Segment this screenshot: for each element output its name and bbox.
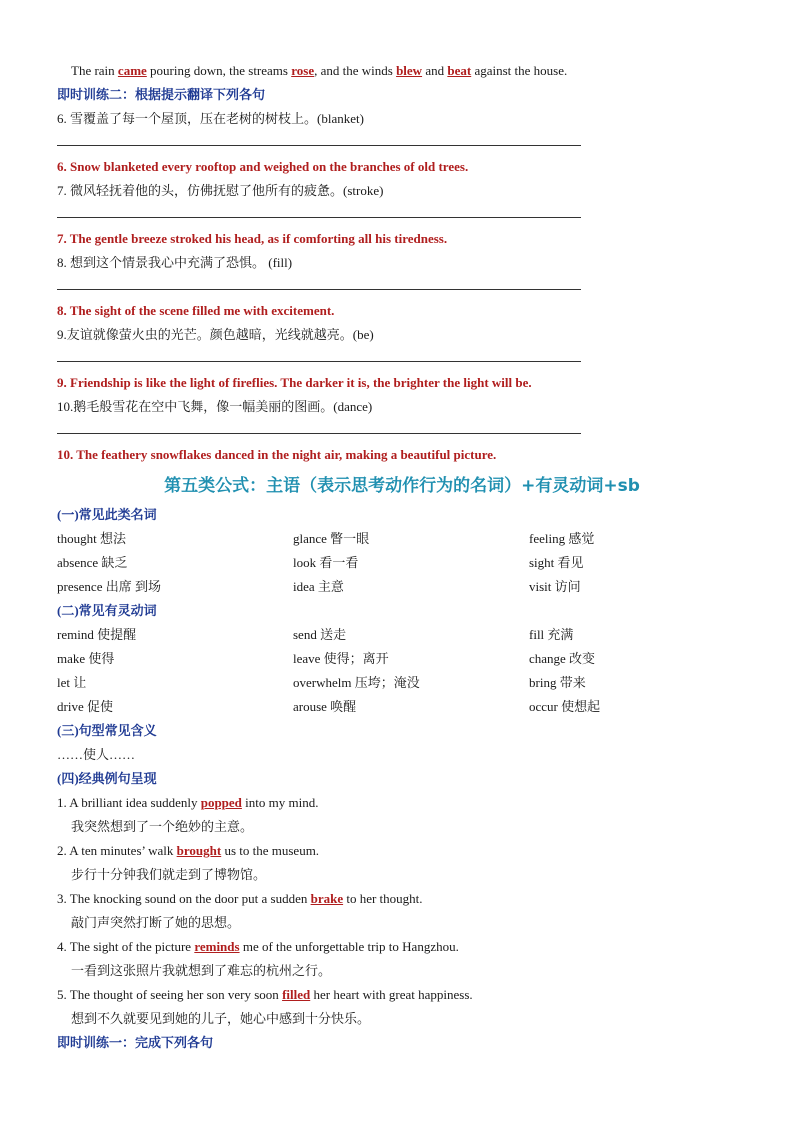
example-translation: 步行十分钟我们就走到了博物馆。 [71, 867, 267, 882]
nouns-heading: (一)常见此类名词 [57, 507, 157, 522]
noun-item: idea 主意 [293, 579, 344, 594]
keyword-blew: blew [396, 63, 423, 78]
meaning-heading: (三)句型常见含义 [57, 723, 157, 738]
exercise-answer: 8. The sight of the scene filled me with excitement. [57, 303, 335, 318]
answer-blank-line [57, 275, 747, 299]
exercise-question: 10.鹅毛般雪花在空中飞舞，像一幅美丽的图画。(dance) [57, 399, 373, 414]
noun-item: glance 瞥一眼 [293, 531, 370, 546]
exercise-answer: 9. Friendship is like the light of fireflies. The darker it is, the brighter the light will be. [57, 375, 532, 390]
verbs-heading: (二)常见有灵动词 [57, 603, 157, 618]
exercise-question: 8. 想到这个情景我心中充满了恐惧。 (fill) [57, 255, 293, 270]
verb-item: arouse 唤醒 [293, 699, 357, 714]
example-translation: 我突然想到了一个绝妙的主意。 [71, 819, 254, 834]
keyword: brought [176, 843, 222, 858]
noun-item: presence 出席 到场 [57, 579, 161, 594]
example-translation: 一看到这张照片我就想到了难忘的杭州之行。 [71, 963, 332, 978]
exercise-question: 9.友谊就像萤火虫的光芒。颜色越暗，光线就越亮。(be) [57, 327, 374, 342]
verb-item: remind 使提醒 [57, 627, 137, 642]
exercise-answer: 7. The gentle breeze stroked his head, as if comforting all his tiredness. [57, 231, 448, 246]
keyword-beat: beat [447, 63, 472, 78]
verbs-grid [57, 623, 747, 719]
verb-item: bring 带来 [529, 675, 586, 690]
nouns-grid [57, 527, 747, 599]
noun-item: visit 访问 [529, 579, 581, 594]
example-translation: 敲门声突然打断了她的思想。 [71, 915, 241, 930]
verb-item: change 改变 [529, 651, 596, 666]
verb-item: fill 充满 [529, 627, 574, 642]
keyword: brake [310, 891, 344, 906]
section-title: 第五类公式：主语（表示思考动作行为的名词）+有灵动词+sb [164, 476, 640, 496]
example-sentence-rain: The rain came pouring down, the streams rose, and the winds blew and beat against the house. [71, 63, 568, 78]
exercise-answer: 10. The feathery snowflakes danced in the night air, making a beautiful picture. [57, 447, 497, 462]
example-translation: 想到不久就要见到她的儿子，她心中感到十分快乐。 [71, 1011, 371, 1026]
noun-item: absence 缺乏 [57, 555, 128, 570]
keyword-came: came [117, 63, 147, 78]
example-sentence: 2. A ten minutes’ walk brought us to the museum. [57, 843, 320, 858]
verb-item: leave 使得；离开 [293, 651, 389, 666]
example-sentence: 3. The knocking sound on the door put a sudden brake to her thought. [57, 891, 423, 906]
verb-item: occur 使想起 [529, 699, 601, 714]
keyword-rose: rose [291, 63, 315, 78]
exercise-question: 7. 微风轻抚着他的头，仿佛抚慰了他所有的疲惫。(stroke) [57, 183, 384, 198]
noun-item: feeling 感觉 [529, 531, 595, 546]
answer-blank-line [57, 419, 747, 443]
answer-blank-line [57, 131, 747, 155]
document-page [57, 59, 747, 1055]
keyword: reminds [194, 939, 240, 954]
example-sentence: 4. The sight of the picture reminds me of the unforgettable trip to Hangzhou. [57, 939, 459, 954]
answer-blank-line [57, 347, 747, 371]
examples-heading: (四)经典例句呈现 [57, 771, 157, 786]
meaning-text: ……使人…… [57, 747, 136, 762]
verb-item: send 送走 [293, 627, 347, 642]
verb-item: let 让 [57, 675, 87, 690]
keyword: filled [282, 987, 311, 1002]
example-sentence: 5. The thought of seeing her son very soon filled her heart with great happiness. [57, 987, 473, 1002]
exercise-answer: 6. Snow blanketed every rooftop and weighed on the branches of old trees. [57, 159, 469, 174]
answer-blank-line [57, 203, 747, 227]
keyword: popped [200, 795, 242, 810]
practice2-heading: 即时训练二：根据提示翻译下列各句 [57, 87, 266, 102]
verb-item: make 使得 [57, 651, 115, 666]
example-sentence: 1. A brilliant idea suddenly popped into my mind. [57, 795, 319, 810]
noun-item: look 看一看 [293, 555, 359, 570]
noun-item: sight 看见 [529, 555, 584, 570]
practice1-heading: 即时训练一：完成下列各句 [57, 1035, 214, 1050]
verb-item: overwhelm 压垮；淹没 [293, 675, 420, 690]
noun-item: thought 想法 [57, 531, 126, 546]
verb-item: drive 促使 [57, 699, 113, 714]
exercise-question: 6. 雪覆盖了每一个屋顶，压在老树的树枝上。(blanket) [57, 111, 364, 126]
